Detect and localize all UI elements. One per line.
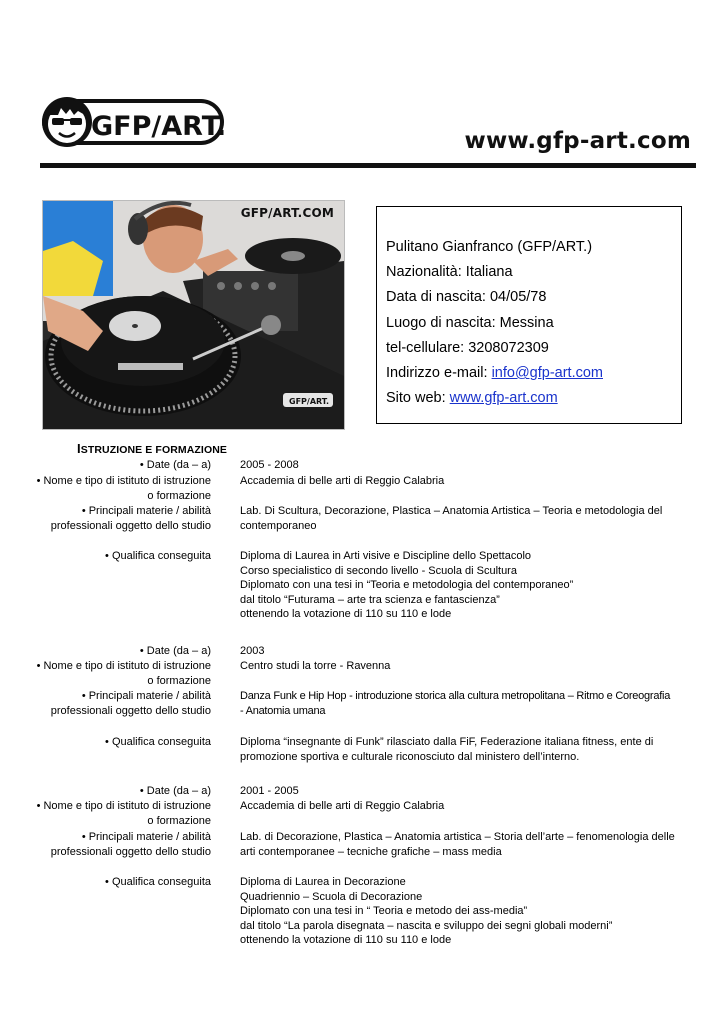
deck-label: GFP/ART. xyxy=(289,397,330,406)
photo-watermark: GFP/ART.COM xyxy=(240,206,334,220)
label-institute: • Nome e tipo di istituto di istruzione o formazione xyxy=(36,800,211,827)
entry-subjects: Lab. di Decorazione, Plastica – Anatomia artistica – Storia dell’arte – fenomenologia delle arti contemporanee – tecniche grafiche – mass media xyxy=(240,831,675,858)
birth-place: Luogo di nascita: Messina xyxy=(386,314,554,331)
label-subjects: • Principali materie / abilità professionali oggetto dello studio xyxy=(50,831,211,858)
site-url[interactable]: www.gfp-art.com xyxy=(464,128,691,154)
email-label: Indirizzo e-mail: xyxy=(386,365,492,382)
entry-subjects: Danza Funk e Hip Hop - introduzione storica alla cultura metropolitana – Ritmo e Coreografia - Anatomia umana xyxy=(240,690,671,717)
label-date: • Date (da – a) xyxy=(139,645,211,657)
entry-institute: Accademia di belle arti di Reggio Calabria xyxy=(240,475,445,487)
label-qualification: • Qualifica conseguita xyxy=(105,736,211,748)
contact-info-box xyxy=(376,206,682,424)
birth-date: Data di nascita: 04/05/78 xyxy=(386,289,547,306)
label-institute: • Nome e tipo di istituto di istruzione o formazione xyxy=(36,660,211,687)
entry-date: 2001 - 2005 xyxy=(240,785,299,797)
entry-qualification: Diploma di Laurea in Arti visive e Discipline dello Spettacolo Corso specialistico di secondo livello - Scuola di Scultura Diplomato con una tesi in “Teoria e metodologia del contemporaneo” dal titolo “Futurama – arte tra scienza e fantascienza” ottenendo la votazione di 110 su 110 e lode xyxy=(240,550,574,620)
label-qualification: • Qualifica conseguita xyxy=(105,550,211,562)
entry-institute: Accademia di belle arti di Reggio Calabria xyxy=(240,800,445,812)
label-subjects: • Principali materie / abilità professionali oggetto dello studio xyxy=(50,505,211,532)
label-subjects: • Principali materie / abilità professionali oggetto dello studio xyxy=(50,690,211,717)
entry-qualification: Diploma di Laurea in Decorazione Quadriennio – Scuola di Decorazione Diplomato con una tesi in “ Teoria e metodo dei ass-media” dal titolo “La parola disegnata – nascita e sviluppo dei segni globali moderni” ottenendo la votazione di 110 su 110 e lode xyxy=(240,876,613,946)
section-title-education: ISTRUZIONE E FORMAZIONE xyxy=(77,441,228,456)
full-name: Pulitano Gianfranco (GFP/ART.) xyxy=(386,239,593,255)
dj-photo xyxy=(42,200,345,430)
label-date: • Date (da – a) xyxy=(139,785,211,797)
label-qualification: • Qualifica conseguita xyxy=(105,876,211,888)
label-date: • Date (da – a) xyxy=(139,459,211,471)
mobile-phone: tel-cellulare: 3208072309 xyxy=(386,339,549,356)
website-label: Sito web: xyxy=(386,390,450,407)
email-link[interactable]: info@gfp-art.com xyxy=(491,365,603,382)
email-row xyxy=(386,361,681,386)
label-institute: • Nome e tipo di istituto di istruzione o formazione xyxy=(36,475,211,502)
website-link[interactable]: www.gfp-art.com xyxy=(449,390,558,407)
entry-date: 2005 - 2008 xyxy=(240,459,299,471)
entry-date: 2003 xyxy=(240,645,265,657)
entry-institute: Centro studi la torre - Ravenna xyxy=(240,660,391,672)
website-row xyxy=(386,386,681,411)
gfp-art-logo xyxy=(40,93,228,151)
entry-qualification: Diploma “insegnante di Funk” rilasciato dalla FiF, Federazione italiana fitness, ente di promozione sportiva e culturale riconosciuto dal ministero dell’interno. xyxy=(240,736,654,763)
nationality: Nazionalità: Italiana xyxy=(386,264,513,281)
header-divider xyxy=(40,163,696,168)
entry-subjects: Lab. Di Scultura, Decorazione, Plastica – Anatomia Artistica – Teoria e metodologia del contemporaneo xyxy=(240,505,663,532)
logo-text: GFP/ART. xyxy=(91,111,227,142)
